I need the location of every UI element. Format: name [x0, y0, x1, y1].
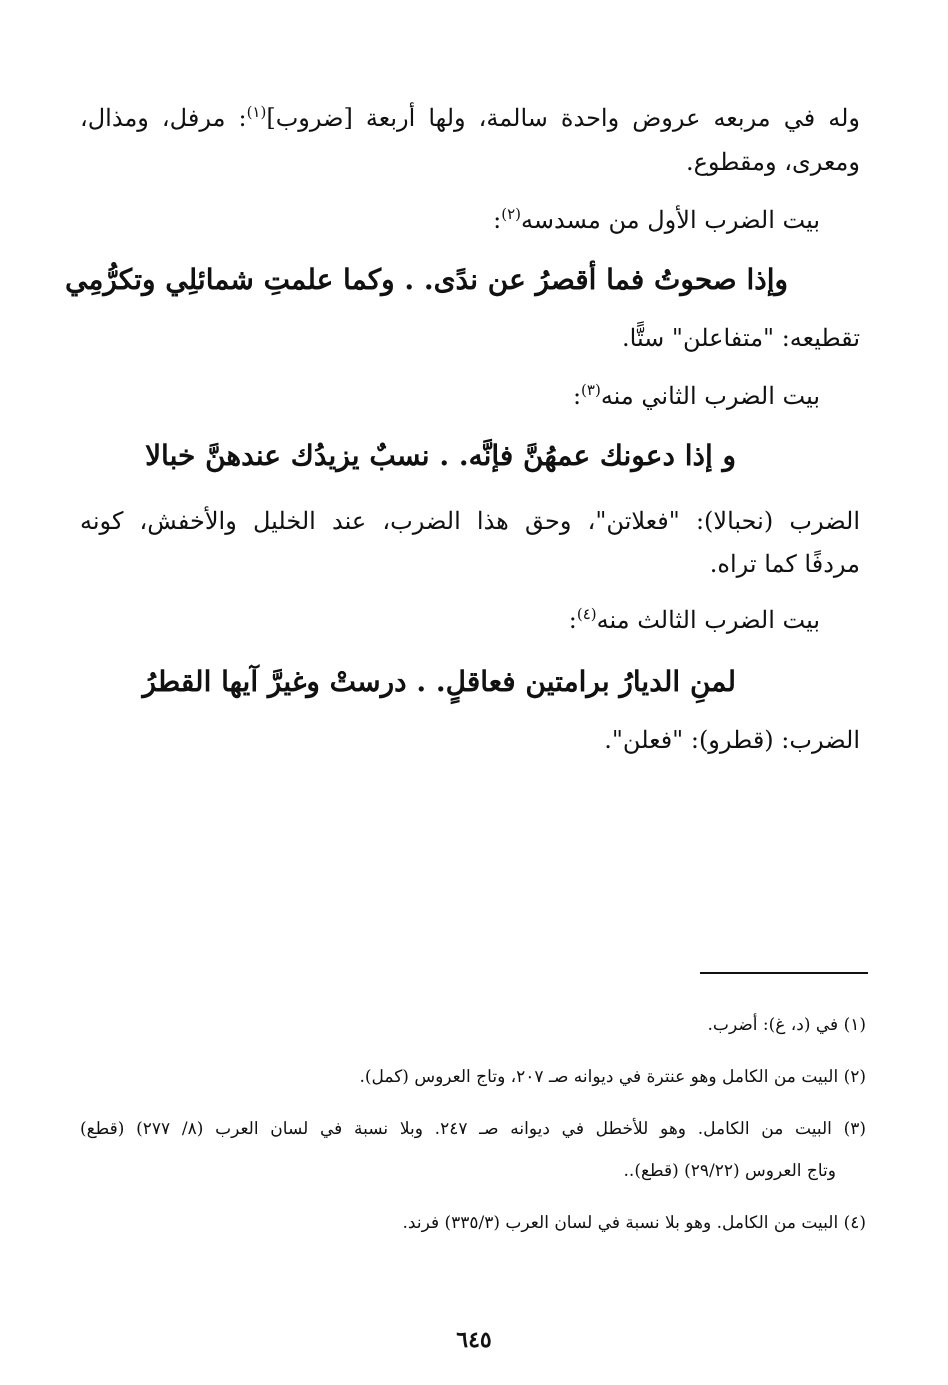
heading-first-darb-text: بيت الضرب الأول من مسدسه [521, 206, 820, 234]
paragraph-1-line-1-tail: : مرفل، ومذال، [80, 104, 247, 132]
verse-3: لمنِ الديارُ برامتين فعاقلٍ. . درستْ وغيرَّ آيها القطرُ [142, 665, 736, 698]
taqti-line: تقطيعه: "متفاعلن" ستًّا. [622, 324, 860, 352]
footnote-3-line-1: (٣) البيت من الكامل. وهو للأخطل في ديوانه صـ ٢٤٧. وبلا نسبة في لسان العرب (٨/ ٢٧٧) (قطع) [80, 1119, 867, 1139]
heading-third-darb-colon: : [568, 606, 577, 634]
paragraph-1-line-1 [80, 102, 860, 134]
paragraph-2-line-1: الضرب (نحبالا): "فعلاتن"، وحق هذا الضرب، عند الخليل والأخفش، كونه [80, 507, 860, 535]
heading-second-darb [80, 380, 820, 412]
darb-three-line: الضرب: (قطرو): "فعلن". [604, 726, 860, 754]
verse-2: و إذا دعونك عمهُنَّ فإنَّه. . نسبٌ يزيدُك عندهنَّ خبالا [145, 439, 736, 472]
heading-first-darb-colon: : [493, 206, 502, 234]
paragraph-2-line-2: مردفًا كما تراه. [709, 550, 860, 578]
heading-third-darb-text: بيت الضرب الثالث منه [596, 606, 820, 634]
footnote-ref-2: (٢) [501, 205, 522, 223]
heading-third-darb [80, 604, 820, 636]
heading-second-darb-text: بيت الضرب الثاني منه [600, 382, 820, 410]
heading-second-darb-colon: : [572, 382, 582, 410]
footnote-4: (٤) البيت من الكامل. وهو بلا نسبة في لسان العرب (٣٣٥/٣) فرند. [402, 1213, 866, 1233]
verse-1: وإذا صحوتُ فما أقصرُ عن ندًى. . وكما علمتِ شمائلِي وتكرُّمِي [65, 263, 788, 296]
heading-first-darb [80, 204, 820, 236]
footnote-ref-3: (٣) [581, 381, 601, 399]
footnote-ref-4: (٤) [576, 605, 597, 623]
footnote-separator [700, 972, 868, 974]
paragraph-1-line-2: ومعرى، ومقطوع. [685, 148, 860, 176]
paragraph-1-line-1-text: وله في مربعه عروض واحدة سالمة، ولها أربعة [ضروب] [266, 104, 860, 132]
footnote-3-line-2: وتاج العروس (٢٩/٢٢) (قطع).. [623, 1161, 836, 1181]
footnote-1: (١) في (د، غ): أضرب. [707, 1015, 866, 1035]
page-number: ٦٤٥ [456, 1327, 492, 1353]
footnote-2: (٢) البيت من الكامل وهو عنترة في ديوانه صـ ٢٠٧، وتاج العروس (كمل). [359, 1067, 866, 1087]
footnote-ref-1: (١) [246, 103, 267, 121]
